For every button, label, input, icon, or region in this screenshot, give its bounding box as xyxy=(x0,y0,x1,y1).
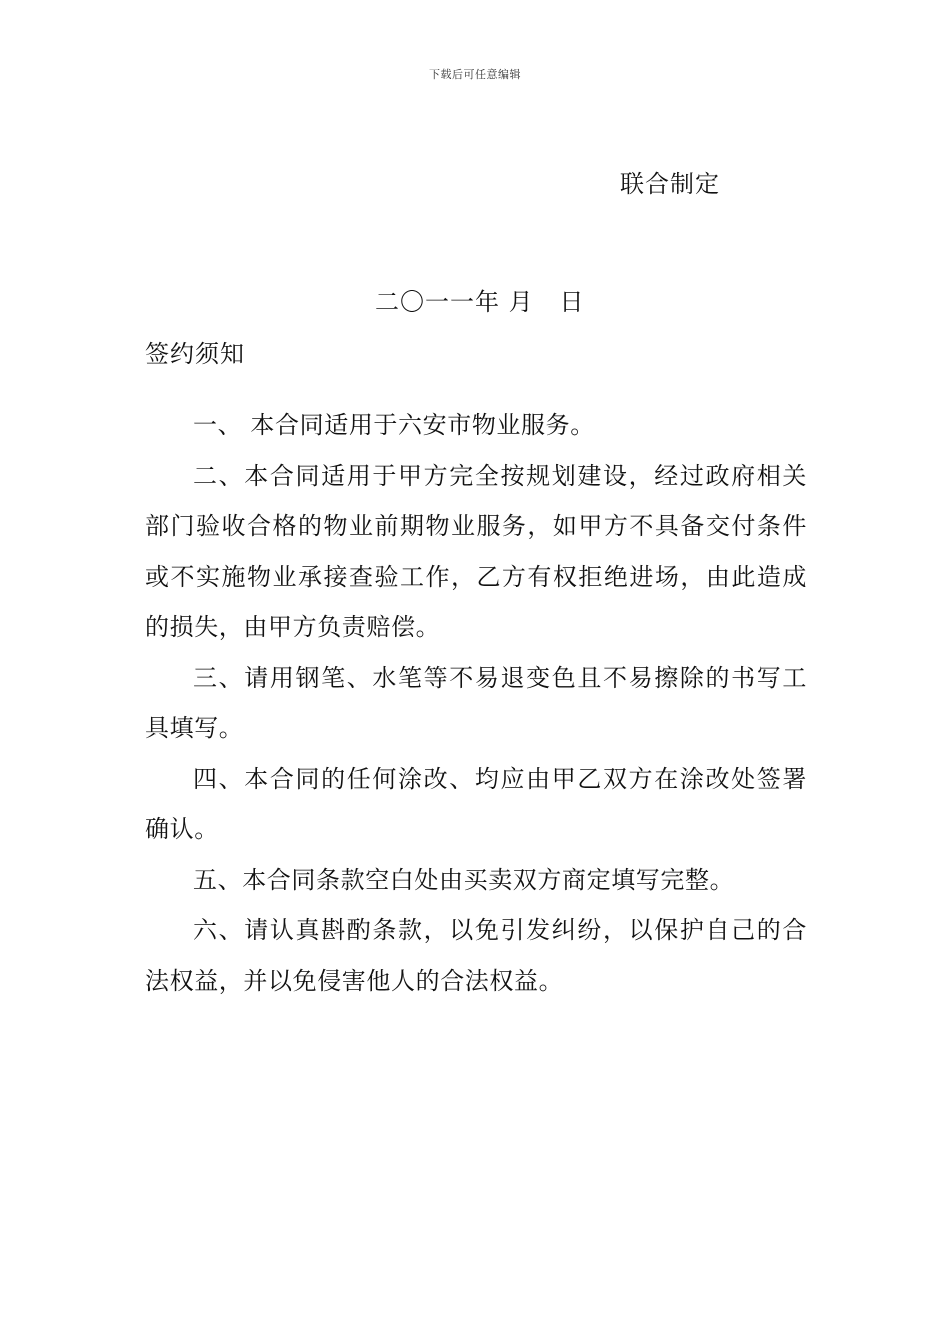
notice-item-2: 二、本合同适用于甲方完全按规划建设，经过政府相关部门验收合格的物业前期物业服务，如甲方不具备交付条件或不实施物业承接查验工作，乙方有权拒绝进场，由此造成的损失，由甲方负责赔偿。 xyxy=(145,461,807,641)
notice-body xyxy=(145,400,807,1006)
notice-item-3: 三、请用钢笔、水笔等不易退变色且不易擦除的书写工具填写。 xyxy=(145,663,807,742)
notice-item-6: 六、请认真斟酌条款，以免引发纠纷，以保护自己的合法权益，并以免侵害他人的合法权益。 xyxy=(145,916,807,995)
notice-title: 签约须知 xyxy=(145,340,245,368)
notice-item-4: 四、本合同的任何涂改、均应由甲乙双方在涂改处签署确认。 xyxy=(145,764,807,843)
header-watermark: 下载后可任意编辑 xyxy=(429,68,521,81)
notice-item-1: 一、 本合同适用于六安市物业服务。 xyxy=(193,411,595,439)
issuing-organization: 联合制定 xyxy=(620,170,720,198)
notice-item-5: 五、本合同条款空白处由买卖双方商定填写完整。 xyxy=(193,865,735,894)
issue-date: 二〇一一年 月 日 xyxy=(375,288,585,316)
